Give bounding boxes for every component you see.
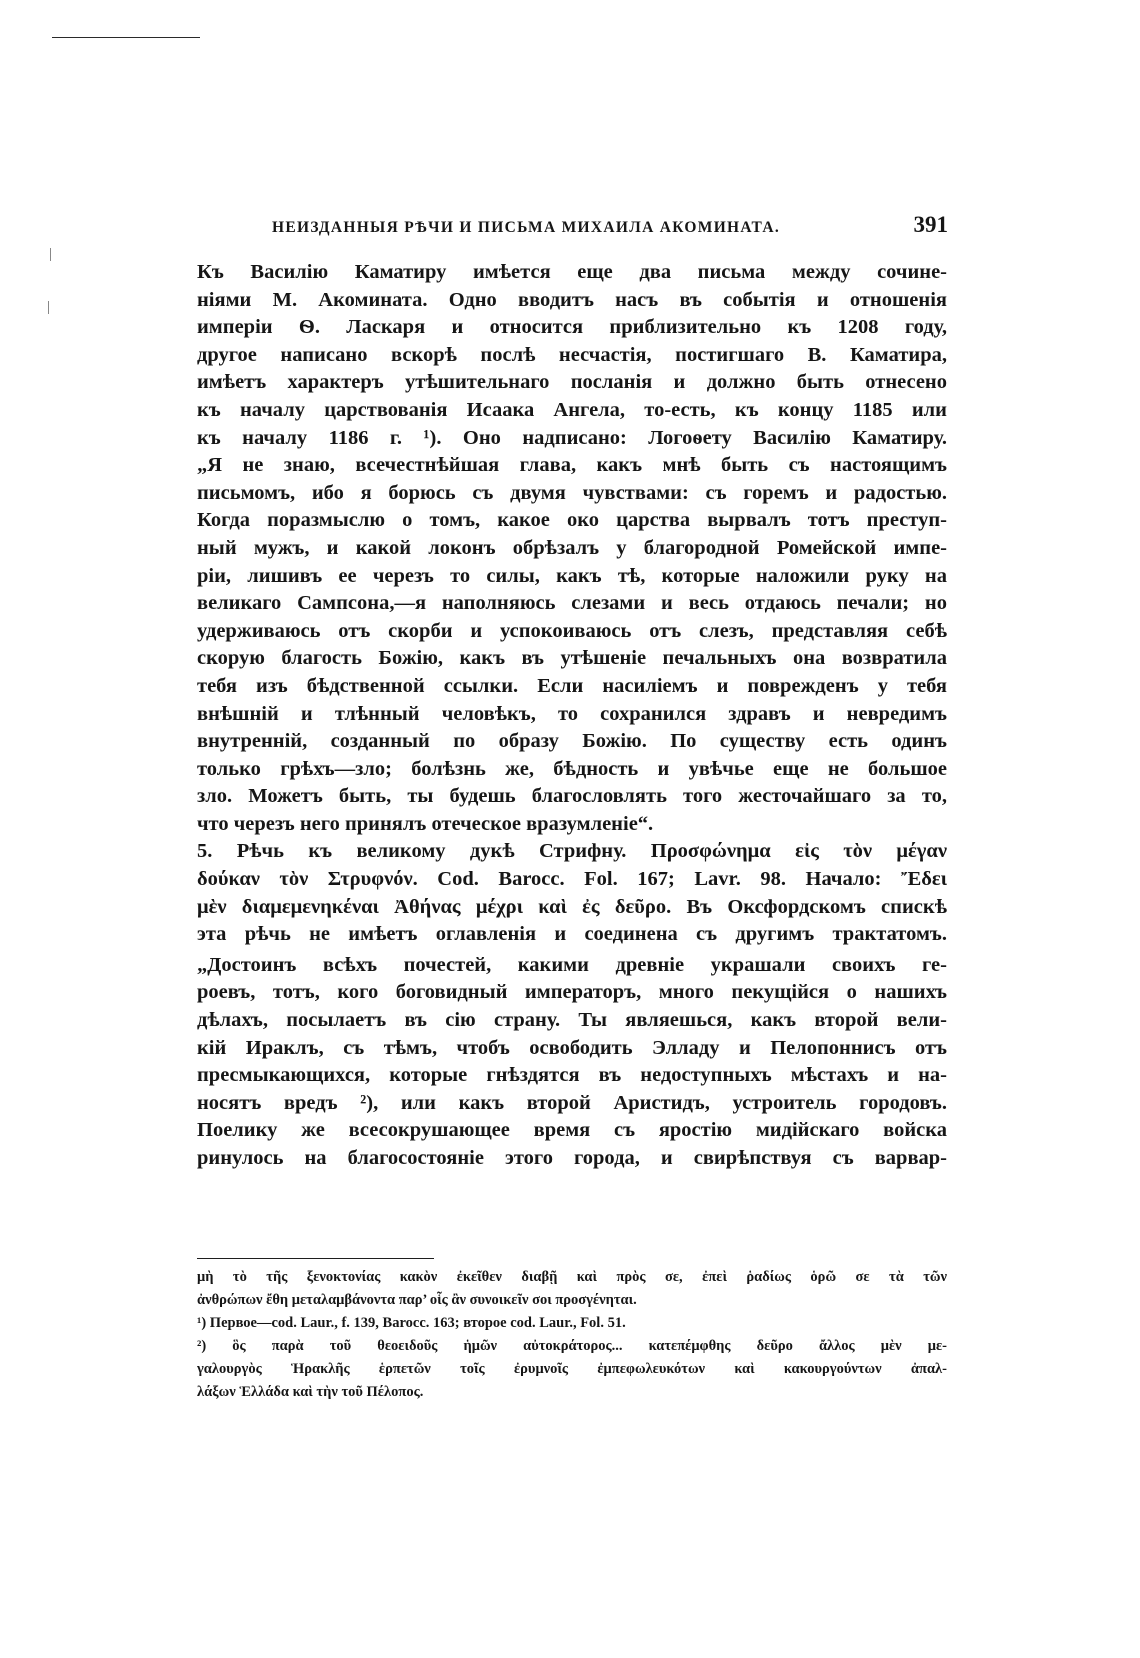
text-line: внутренній, созданный по образу Божію. По существу есть одинъ bbox=[197, 730, 947, 753]
text-line: къ началу 1186 г. ¹). Оно надписано: Логоѳету Василію Каматиру. bbox=[197, 426, 947, 449]
text-line: μὲν διαμεμενηκέναι Ἀθήνας μέχρι καὶ ἐς δεῦρο. Въ Оксфордскомъ спискѣ bbox=[197, 895, 947, 918]
text-line: эта рѣчь не имѣетъ оглавленія и соединена съ другимъ трактатомъ. bbox=[197, 923, 947, 946]
footnote-line: ²) ὃς παρὰ τοῦ θεοειδοῦς ἡμῶν αὐτοκράτορος... κατεπέμφθης δεῦρο ἄλλος μὲν με- bbox=[197, 1338, 947, 1354]
text-line: ріи, лишивъ ее черезъ то силы, какъ тѣ, которые наложили руку на bbox=[197, 564, 947, 587]
scan-margin-mark bbox=[50, 248, 51, 261]
text-line: роевъ, тотъ, кого боговидный императоръ, много пекущійся о нашихъ bbox=[197, 981, 947, 1004]
text-line: ринулось на благосостояніе этого города, и свирѣпствуя съ варвар- bbox=[197, 1147, 947, 1169]
text-line: внѣшній и тлѣнный человѣкъ, то сохранился здравъ и невредимъ bbox=[197, 702, 947, 725]
text-line: зло. Можетъ быть, ты будешь благословлять того жесточайшаго за то, bbox=[197, 785, 947, 808]
text-line: только грѣхъ—зло; болѣзнь же, бѣдность и увѣчье еще не большое bbox=[197, 757, 947, 780]
text-line: письмомъ, ибо я борюсь съ двумя чувствами: съ горемъ и радостью. bbox=[197, 481, 947, 504]
text-line: что черезъ него принялъ отеческое вразумленіе“. bbox=[197, 812, 654, 835]
text-line: „Я не знаю, всечестнѣйшая глава, какъ мнѣ быть съ настоящимъ bbox=[197, 454, 947, 477]
text-line: „Достоинъ всѣхъ почестей, какими древніе украшали своихъ ге- bbox=[197, 953, 947, 976]
footnote-divider bbox=[197, 1258, 434, 1259]
text-line: ніями М. Акомината. Одно вводитъ насъ въ событія и отношенія bbox=[197, 288, 947, 311]
body-text bbox=[197, 259, 947, 1173]
text-line: Къ Василію Каматиру имѣется еще два письма между сочине- bbox=[197, 261, 947, 283]
text-line: имѣетъ характеръ утѣшительнаго посланія и должно быть отнесено bbox=[197, 371, 947, 394]
text-line: имперіи Ѳ. Ласкаря и относится приблизительно къ 1208 году, bbox=[197, 316, 947, 339]
text-line: скорую благость Божію, какъ въ утѣшеніе печальныхъ она возвратила bbox=[197, 647, 947, 670]
text-line: ный мужъ, и какой локонъ обрѣзалъ у благородной Ромейской импе- bbox=[197, 536, 947, 559]
text-line: другое написано вскорѣ послѣ несчастія, постигшаго В. Каматира, bbox=[197, 343, 947, 366]
text-line: кій Ираклъ, съ тѣмъ, чтобъ освободить Элладу и Пелопоннисъ отъ bbox=[197, 1036, 947, 1059]
text-line: пресмыкающихся, которые гнѣздятся въ недоступныхъ мѣстахъ и на- bbox=[197, 1064, 947, 1087]
text-line: носятъ вредъ ²), или какъ второй Аристидъ, устроитель городовъ. bbox=[197, 1091, 947, 1114]
page-header bbox=[272, 212, 948, 248]
scan-edge-rule bbox=[52, 37, 200, 38]
page-number: 391 bbox=[913, 212, 948, 237]
footnote-line: ¹) Первое—cod. Laur., f. 139, Barocc. 163; второе cod. Laur., Fol. 51. bbox=[197, 1315, 626, 1331]
scan-margin-mark bbox=[48, 301, 49, 314]
text-line: Поелику же всесокрушающее время съ яростію мидійскаго войска bbox=[197, 1119, 947, 1142]
footnote-line: λάξων Ἑλλάδα καὶ τὴν τοῦ Πέλοπος. bbox=[197, 1384, 424, 1400]
text-line: тебя изъ бѣдственной ссылки. Если насиліемъ и поврежденъ у тебя bbox=[197, 674, 947, 697]
running-head: НЕИЗДАННЫЯ РѢЧИ И ПИСЬМА МИХАИЛА АКОМИНАТА. bbox=[272, 219, 781, 236]
footnote-line: γαλουργὸς Ἡρακλῆς ἑρπετῶν τοῖς ἐρυμνοῖς ἐμπεφωλευκότων καὶ κακουργούντων ἀπαλ- bbox=[197, 1361, 947, 1377]
text-line: Когда поразмыслю о томъ, какое око царства вырвалъ тотъ преступ- bbox=[197, 509, 947, 532]
footnote-line: μὴ τὸ τῆς ξενοκτονίας κακὸν ἐκεῖθεν διαβῇ καὶ πρὸς σε, ἐπεὶ ῥαδίως ὁρῶ σε τὰ τῶν bbox=[197, 1269, 947, 1285]
text-line: удерживаюсь отъ скорби и успокоиваюсь отъ слезъ, представляя себѣ bbox=[197, 619, 947, 642]
text-line: 5. Рѣчь къ великому дукѣ Стрифну. Προσφώνημα εἰς τὸν μέγαν bbox=[197, 840, 947, 863]
footnotes bbox=[197, 1266, 947, 1404]
text-line: къ началу царствованія Исаака Ангела, то-есть, къ концу 1185 или bbox=[197, 398, 947, 421]
text-line: великаго Сампсона,—я наполняюсь слезами и весь отдаюсь печали; но bbox=[197, 592, 947, 615]
text-line: δούκαν τὸν Στρυφνόν. Cod. Barocc. Fol. 167; Lavr. 98. Начало: Ἔδει bbox=[197, 868, 947, 891]
text-line: дѣлахъ, посылаетъ въ сію страну. Ты являешься, какъ второй вели- bbox=[197, 1009, 947, 1032]
footnote-line: ἀνθρώπων ἔθη μεταλαμβάνοντα παρ’ οἷς ἂν συνοικεῖν σοι προσγένηται. bbox=[197, 1292, 637, 1308]
